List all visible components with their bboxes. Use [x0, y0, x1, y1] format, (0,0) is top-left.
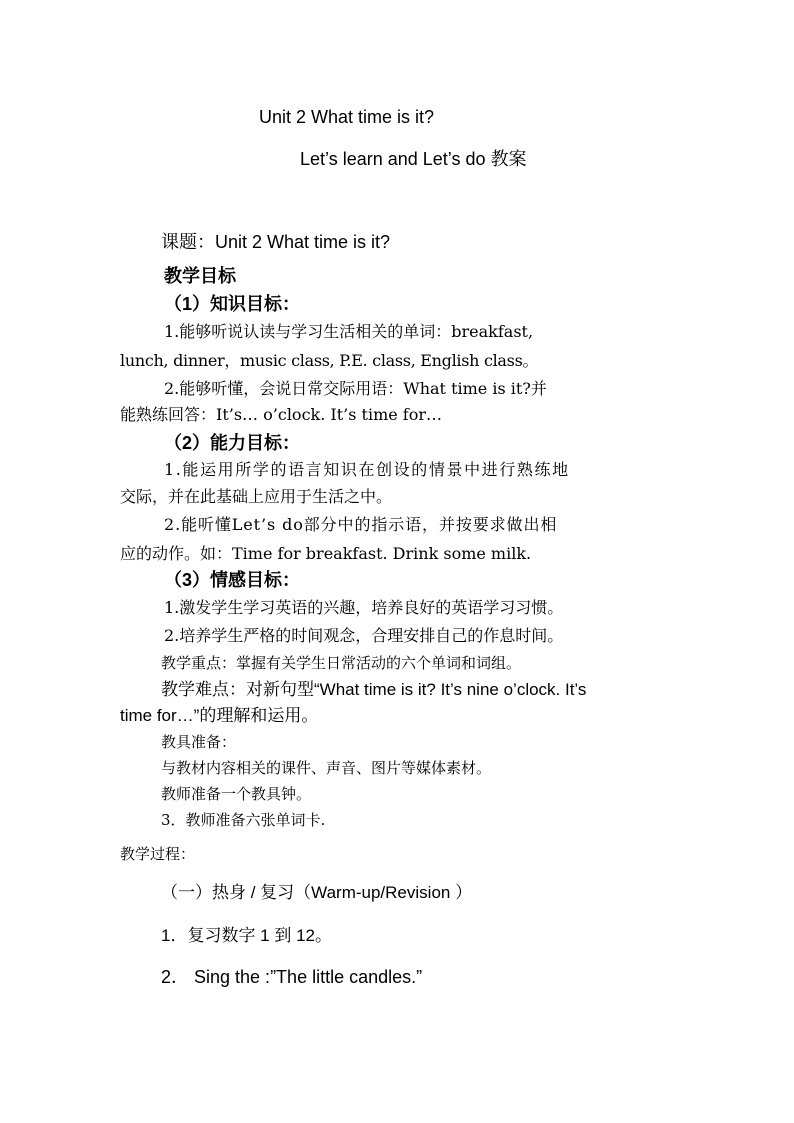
ability-item-1-line-2: 交际，并在此基础上应用于生活之中。 [120, 487, 393, 506]
difficulty-line-2: time for…”的理解和运用。 [120, 706, 319, 725]
process-heading: 教学过程： [120, 845, 196, 863]
emotion-item-2: 2.培养学生严格的时间观念，合理安排自己的作息时间。 [164, 626, 564, 645]
lesson-topic: 课题：Unit 2 What time is it? [161, 232, 391, 252]
ability-item-2-line-1: 2.能听懂Let’s do部分中的指示语，并按要求做出相 [164, 515, 558, 534]
ability-heading: （2）能力目标： [164, 433, 301, 453]
material-item-2: 教师准备一个教具钟。 [161, 785, 312, 803]
knowledge-item-2-line-2: 能熟练回答：It’s… o’clock. It’s time for… [120, 405, 443, 424]
warmup-heading: （一）热身 / 复习（Warm-up/Revision ） [161, 883, 473, 902]
knowledge-item-1-line-2: lunch, dinner，music class, P.E. class, English class。 [120, 351, 539, 370]
document-title: Unit 2 What time is it? [259, 107, 435, 127]
ability-item-1-line-1: 1.能运用所学的语言知识在创设的情景中进行熟练地 [164, 460, 570, 479]
emotion-heading: （3）情感目标： [164, 570, 301, 590]
document-subtitle: Let’s learn and Let’s do 教案 [300, 149, 527, 169]
material-item-3: 3．教师准备六张单词卡. [161, 811, 326, 829]
material-item-1: 与教材内容相关的课件、声音、图片等媒体素材。 [161, 759, 492, 777]
materials-heading: 教具准备： [161, 733, 237, 751]
objectives-heading: 教学目标 [164, 266, 236, 286]
difficulty-line-1: 教学难点：对新句型“What time is it? It’s nine o’clock. It’s [161, 680, 587, 699]
knowledge-heading: （1）知识目标： [164, 294, 301, 314]
warmup-item-1: 1．复习数字 1 到 12。 [161, 926, 332, 945]
ability-item-2-line-2: 应的动作。如：Time for breakfast. Drink some milk. [120, 544, 532, 563]
knowledge-item-2-line-1: 2.能够听懂，会说日常交际用语：What time is it?并 [164, 379, 547, 398]
warmup-item-2: 2． Sing the :”The little candles.” [161, 967, 423, 987]
knowledge-item-1-line-1: 1.能够听说认读与学习生活相关的单词：breakfast, [164, 322, 534, 341]
key-point: 教学重点：掌握有关学生日常活动的六个单词和词组。 [161, 654, 522, 672]
emotion-item-1: 1.激发学生学习英语的兴趣，培养良好的英语学习习惯。 [164, 598, 564, 617]
